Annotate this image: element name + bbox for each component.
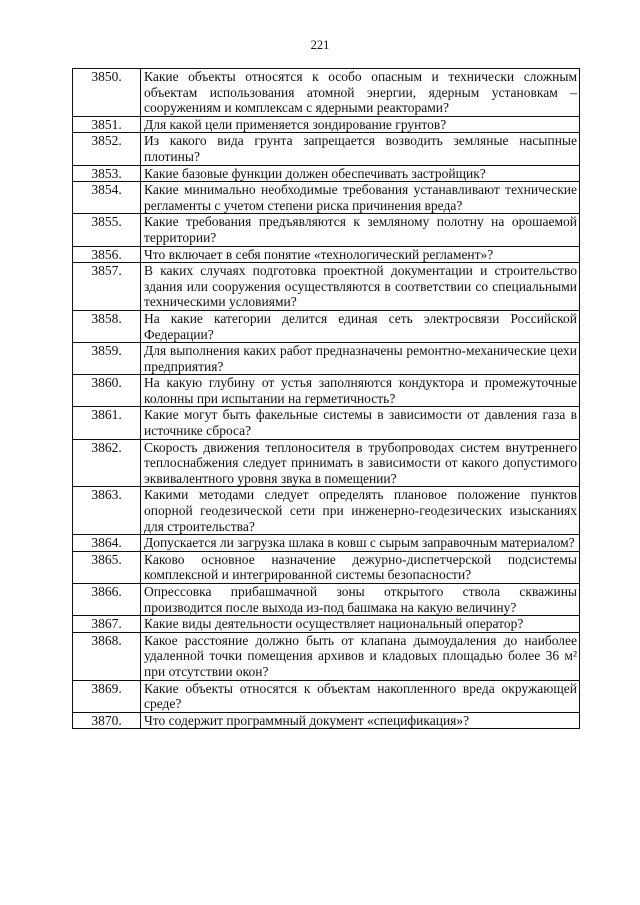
question-text: Какими методами следует определять плановое положение пунктов опорной геодезической сети при инженерно-геодезических изысканиях для строительства? [141, 487, 580, 535]
question-text: Каково основное назначение дежурно-диспетчерской подсистемы комплексной и интегрированной системы безопасности? [141, 551, 580, 583]
question-number: 3853. [73, 165, 141, 182]
table-row [73, 310, 580, 342]
question-text: Что включает в себя понятие «технологический регламент»? [141, 246, 580, 263]
question-number: 3870. [73, 712, 141, 729]
question-text: В каких случаях подготовка проектной документации и строительство здания или сооружения осуществляются в соответствии со специальными техническими условиями? [141, 263, 580, 311]
question-text: Какие могут быть факельные системы в зависимости от давления газа в источнике сброса? [141, 407, 580, 439]
question-number: 3858. [73, 310, 141, 342]
page-number: 221 [310, 38, 330, 52]
question-text: Какие минимально необходимые требования устанавливают технические регламенты с учетом степени риска причинения вреда? [141, 182, 580, 214]
question-number: 3854. [73, 182, 141, 214]
table-row [73, 246, 580, 263]
table-row [73, 375, 580, 407]
question-number: 3855. [73, 214, 141, 246]
table-row [73, 182, 580, 214]
question-text: Из какого вида грунта запрещается возводить земляные насыпные плотины? [141, 133, 580, 165]
question-text: Скорость движения теплоносителя в трубопроводах систем внутреннего теплоснабжения следует принимать в зависимости от какого допустимого эквивалентного уровня звука в помещении? [141, 439, 580, 487]
question-number: 3859. [73, 343, 141, 375]
question-number: 3868. [73, 632, 141, 680]
table-row [73, 214, 580, 246]
table-row [73, 535, 580, 552]
table-row [73, 116, 580, 133]
question-number: 3862. [73, 439, 141, 487]
question-text: Какие объекты относятся к объектам накопленного вреда окружающей среде? [141, 680, 580, 712]
question-text: Какие требования предъявляются к земляному полотну на орошаемой территории? [141, 214, 580, 246]
question-text: Какие базовые функции должен обеспечивать застройщик? [141, 165, 580, 182]
table-row [73, 487, 580, 535]
question-text: Что содержит программный документ «спецификация»? [141, 712, 580, 729]
table-row [73, 616, 580, 633]
question-text: Для какой цели применяется зондирование грунтов? [141, 116, 580, 133]
questions-table-body [73, 69, 580, 729]
question-number: 3857. [73, 263, 141, 311]
question-number: 3860. [73, 375, 141, 407]
question-number: 3866. [73, 584, 141, 616]
question-number: 3851. [73, 116, 141, 133]
table-row [73, 407, 580, 439]
question-text: Опрессовка прибашмачной зоны открытого ствола скважины производится после выхода из-под башмака на какую величину? [141, 584, 580, 616]
table-row [73, 584, 580, 616]
question-text: На какие категории делится единая сеть электросвязи Российской Федерации? [141, 310, 580, 342]
question-number: 3865. [73, 551, 141, 583]
table-row [73, 680, 580, 712]
table-row [73, 343, 580, 375]
question-text: Допускается ли загрузка шлака в ковш с сырым заправочным материалом? [141, 535, 580, 552]
question-text: На какую глубину от устья заполняются кондуктора и промежуточные колонны при испытании на герметичность? [141, 375, 580, 407]
question-number: 3861. [73, 407, 141, 439]
question-number: 3869. [73, 680, 141, 712]
question-number: 3856. [73, 246, 141, 263]
question-number: 3863. [73, 487, 141, 535]
question-text: Какие объекты относятся к особо опасным и технически сложным объектам использования атомной энергии, ядерным установкам – сооружениям и комплексам с ядерными реакторами? [141, 69, 580, 117]
table-row [73, 133, 580, 165]
table-row [73, 439, 580, 487]
table-row [73, 165, 580, 182]
question-number: 3867. [73, 616, 141, 633]
questions-table [72, 68, 580, 729]
table-row [73, 69, 580, 117]
table-row [73, 712, 580, 729]
question-number: 3852. [73, 133, 141, 165]
question-text: Для выполнения каких работ предназначены ремонтно-механические цехи предприятия? [141, 343, 580, 375]
question-number: 3864. [73, 535, 141, 552]
question-number: 3850. [73, 69, 141, 117]
table-row [73, 263, 580, 311]
table-row [73, 632, 580, 680]
table-row [73, 551, 580, 583]
question-text: Какое расстояние должно быть от клапана дымоудаления до наиболее удаленной точки помещения архивов и кладовых площадью более 36 м² при отсутствии окон? [141, 632, 580, 680]
question-text: Какие виды деятельности осуществляет национальный оператор? [141, 616, 580, 633]
